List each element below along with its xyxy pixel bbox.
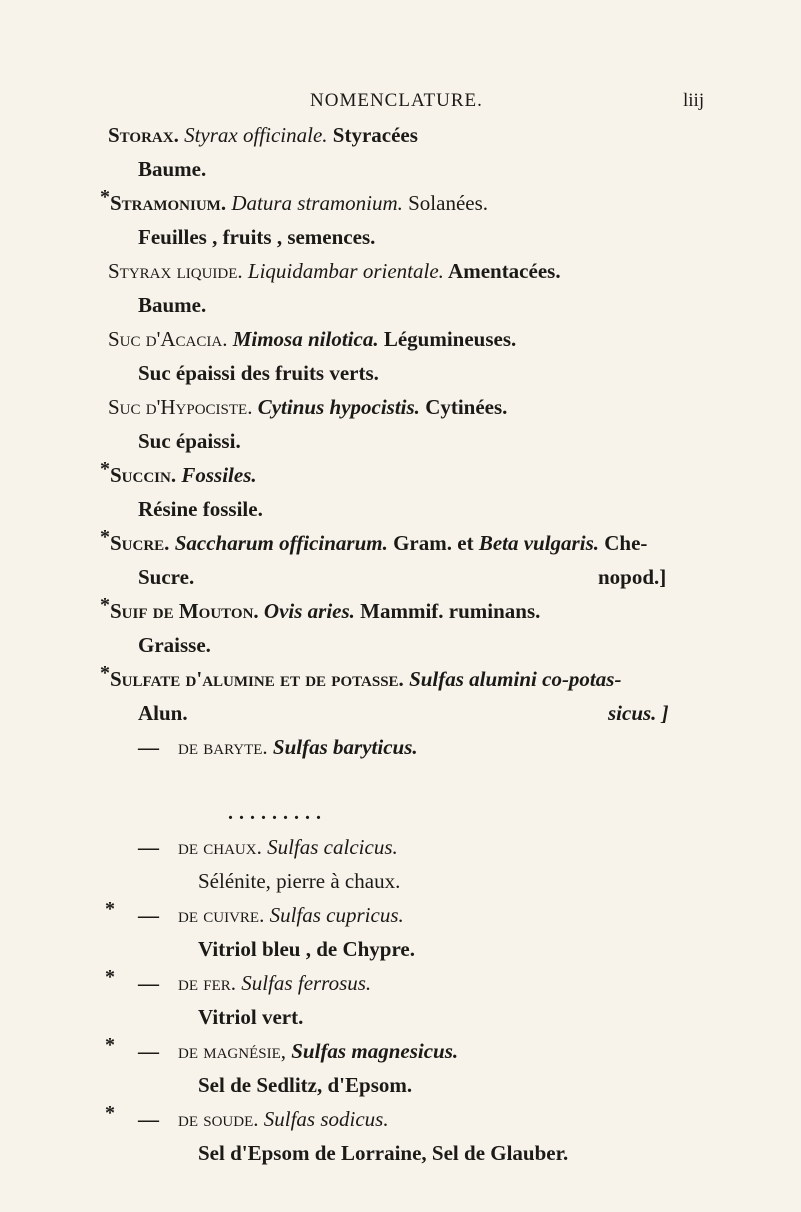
entry-name: de cuivre. [178, 903, 265, 927]
entry-suif [110, 598, 540, 624]
asterisk-mark: * [105, 1102, 115, 1124]
asterisk-mark: * [100, 458, 110, 480]
em-dash: — [138, 835, 159, 859]
entry-latin: Saccharum officinarum. [174, 531, 388, 555]
entry-description: Sélénite, pierre à chaux. [198, 869, 401, 893]
entry-family: Gram. et [393, 531, 474, 555]
entry-suc-acacia [108, 326, 516, 352]
entry-name: de magnésie, [178, 1039, 286, 1063]
entry-soude [138, 1106, 389, 1132]
asterisk-mark: * [105, 1034, 115, 1056]
entry-latin: Fossiles. [181, 463, 257, 487]
entry-continuation: sicus. ] [608, 701, 669, 725]
entry-latin: Sulfas sodicus. [263, 1107, 389, 1131]
entry-latin: Datura stramonium. [231, 191, 403, 215]
entry-latin: Cytinus hypocistis. [257, 395, 420, 419]
em-dash: — [138, 903, 159, 927]
entry-latin: Styrax officinale. [184, 123, 328, 147]
asterisk-mark: * [100, 594, 110, 616]
entry-name: Suif de Mouton. [110, 599, 259, 623]
entry-family: Légumineuses. [383, 327, 517, 351]
page-header [0, 90, 801, 116]
entry-latin: Sulfas baryticus. [272, 735, 418, 759]
entry-family: Solanées. [408, 191, 489, 215]
entry-sucre [110, 530, 647, 556]
em-dash: — [138, 971, 159, 995]
entry-family: Mammif. ruminans. [360, 599, 541, 623]
entry-family: Styracées [332, 123, 418, 147]
entry-description: Sel d'Epsom de Lorraine, Sel de Glauber. [198, 1141, 569, 1165]
entry-latin: Sulfas alumini co-potas- [409, 667, 622, 691]
entry-description: Sel de Sedlitz, d'Epsom. [198, 1073, 413, 1097]
asterisk-mark: * [100, 662, 110, 684]
entry-latin: Beta vulgaris. [478, 531, 599, 555]
entry-latin: Ovis aries. [263, 599, 355, 623]
entry-description: Vitriol bleu , de Chypre. [198, 937, 416, 961]
entry-name: Suc d'Hypociste. [108, 395, 253, 419]
entry-family: Che- [604, 531, 648, 555]
entry-name: de chaux. [178, 835, 262, 859]
em-dash: — [138, 735, 159, 759]
entry-storax [108, 122, 418, 148]
entry-succin [110, 462, 257, 488]
asterisk-mark: * [100, 526, 110, 548]
entry-latin: Sulfas cupricus. [269, 903, 404, 927]
entry-name: Storax. [108, 123, 179, 147]
entry-name: Styrax liquide. [108, 259, 243, 283]
em-dash: — [138, 1039, 159, 1063]
entry-continuation: nopod.] [598, 565, 667, 589]
entry-description: Sucre. [138, 565, 195, 589]
entry-magnesie [138, 1038, 458, 1064]
entry-latin: Liquidambar orientale. [247, 259, 444, 283]
entry-fer [138, 970, 371, 996]
entry-name: de soude. [178, 1107, 259, 1131]
entry-name: de fer. [178, 971, 237, 995]
entry-name: Sucre. [110, 531, 170, 555]
entry-description: Baume. [138, 157, 207, 181]
entry-latin: Sulfas calcicus. [267, 835, 398, 859]
asterisk-mark: * [105, 966, 115, 988]
entry-stramonium [110, 190, 488, 216]
running-title: NOMENCLATURE. [310, 90, 483, 111]
em-dash: — [138, 1107, 159, 1131]
entry-chaux [138, 834, 398, 860]
entry-description: Alun. [138, 701, 188, 725]
asterisk-mark: * [105, 898, 115, 920]
entry-description: Résine fossile. [138, 497, 263, 521]
entry-name: Succin. [110, 463, 177, 487]
entry-description: Feuilles , fruits , semences. [138, 225, 376, 249]
entry-sulfate-alumine [110, 666, 621, 692]
asterisk-mark: * [100, 186, 110, 208]
entry-styrax-liquide [108, 258, 561, 284]
entry-name: de baryte. [178, 735, 268, 759]
entry-baryte [138, 734, 418, 760]
entry-suc-hypociste [108, 394, 507, 420]
entry-name: Stramonium. [110, 191, 227, 215]
entry-name: Suc d'Acacia. [108, 327, 228, 351]
entry-description: Suc épaissi. [138, 429, 241, 453]
entry-description: Vitriol vert. [198, 1005, 304, 1029]
entry-family: Cytinées. [425, 395, 508, 419]
entry-cuivre [138, 902, 404, 928]
entry-description: Suc épaissi des fruits verts. [138, 361, 379, 385]
entry-latin: Sulfas ferrosus. [241, 971, 372, 995]
entry-name: Sulfate d'alumine et de potasse. [110, 667, 404, 691]
ellipsis-dots: ......... [228, 802, 327, 824]
entry-latin: Mimosa nilotica. [232, 327, 379, 351]
page-number: liij [683, 90, 705, 111]
entry-family: Amentacées. [448, 259, 561, 283]
entry-description: Baume. [138, 293, 207, 317]
entry-description: Graisse. [138, 633, 211, 657]
entry-latin: Sulfas magnesicus. [291, 1039, 459, 1063]
